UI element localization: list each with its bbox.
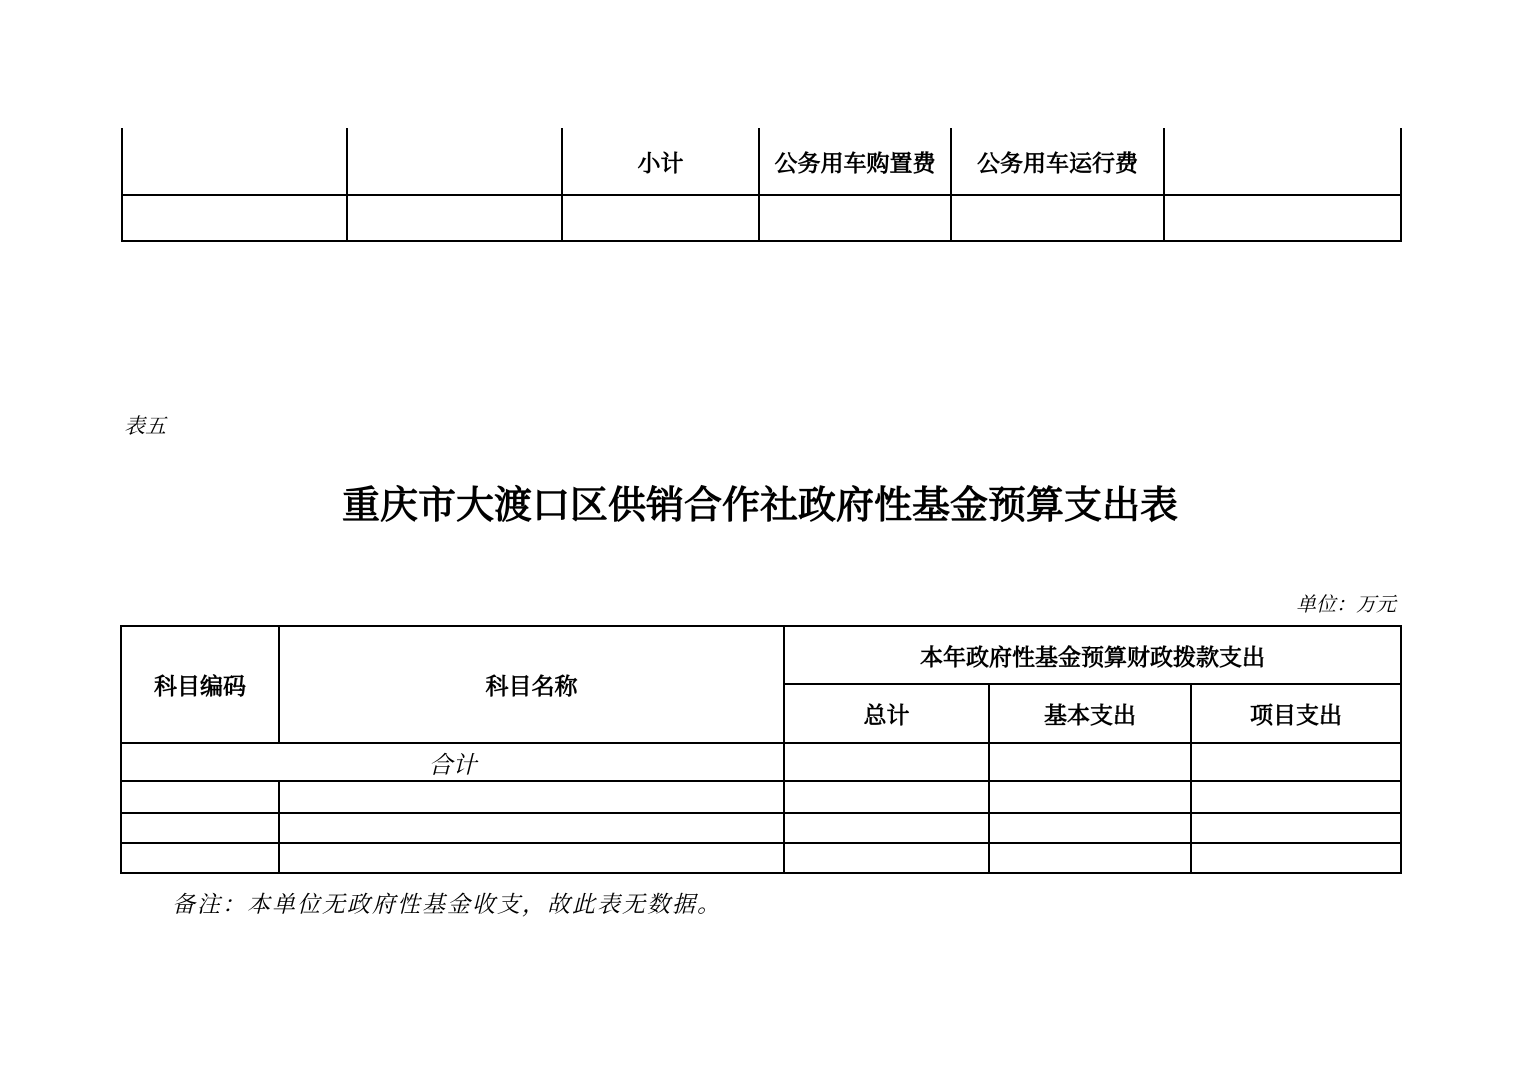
vehicle-table-data-row: [122, 195, 1401, 241]
cell: [347, 195, 562, 241]
header-subject-code: 科目编码: [121, 626, 279, 743]
cell: [562, 195, 759, 241]
cell: [989, 813, 1191, 843]
cell: [759, 195, 951, 241]
fund-table-header-row-1: [121, 626, 1401, 684]
header-fund-appropriation-group: 本年政府性基金预算财政拨款支出: [784, 626, 1401, 684]
vehicle-expense-table: [121, 128, 1402, 242]
cell-empty: [1164, 128, 1401, 195]
header-subject-name: 科目名称: [279, 626, 784, 743]
header-vehicle-purchase-fee: 公务用车购置费: [759, 128, 951, 195]
cell: [1191, 743, 1401, 781]
cell: [122, 195, 347, 241]
cell: [1191, 781, 1401, 813]
cell: [784, 781, 989, 813]
cell: [1164, 195, 1401, 241]
unit-label: 单位：万元: [1296, 592, 1396, 616]
cell: [279, 781, 784, 813]
cell-empty: [347, 128, 562, 195]
cell: [951, 195, 1164, 241]
cell: [784, 813, 989, 843]
remark-note: 备注：本单位无政府性基金收支，故此表无数据。: [172, 892, 722, 918]
vehicle-table-header-row: [122, 128, 1401, 195]
cell: [784, 843, 989, 873]
header-vehicle-operation-fee: 公务用车运行费: [951, 128, 1164, 195]
fund-table-total-row: [121, 743, 1401, 781]
cell: [279, 843, 784, 873]
table-number-label: 表五: [124, 414, 166, 438]
cell: [989, 781, 1191, 813]
cell: [1191, 843, 1401, 873]
cell: [279, 813, 784, 843]
cell: [121, 781, 279, 813]
header-basic-expenditure: 基本支出: [989, 684, 1191, 743]
cell: [121, 813, 279, 843]
total-row-label: 合计: [121, 743, 784, 781]
header-total: 总计: [784, 684, 989, 743]
table-row: [121, 843, 1401, 873]
table-row: [121, 813, 1401, 843]
cell: [989, 743, 1191, 781]
cell-empty: [122, 128, 347, 195]
cell: [121, 843, 279, 873]
cell: [784, 743, 989, 781]
table-row: [121, 781, 1401, 813]
header-project-expenditure: 项目支出: [1191, 684, 1401, 743]
fund-budget-table: [120, 625, 1402, 874]
cell: [989, 843, 1191, 873]
page-title: 重庆市大渡口区供销合作社政府性基金预算支出表: [341, 482, 1178, 527]
header-subtotal: 小计: [562, 128, 759, 195]
cell: [1191, 813, 1401, 843]
